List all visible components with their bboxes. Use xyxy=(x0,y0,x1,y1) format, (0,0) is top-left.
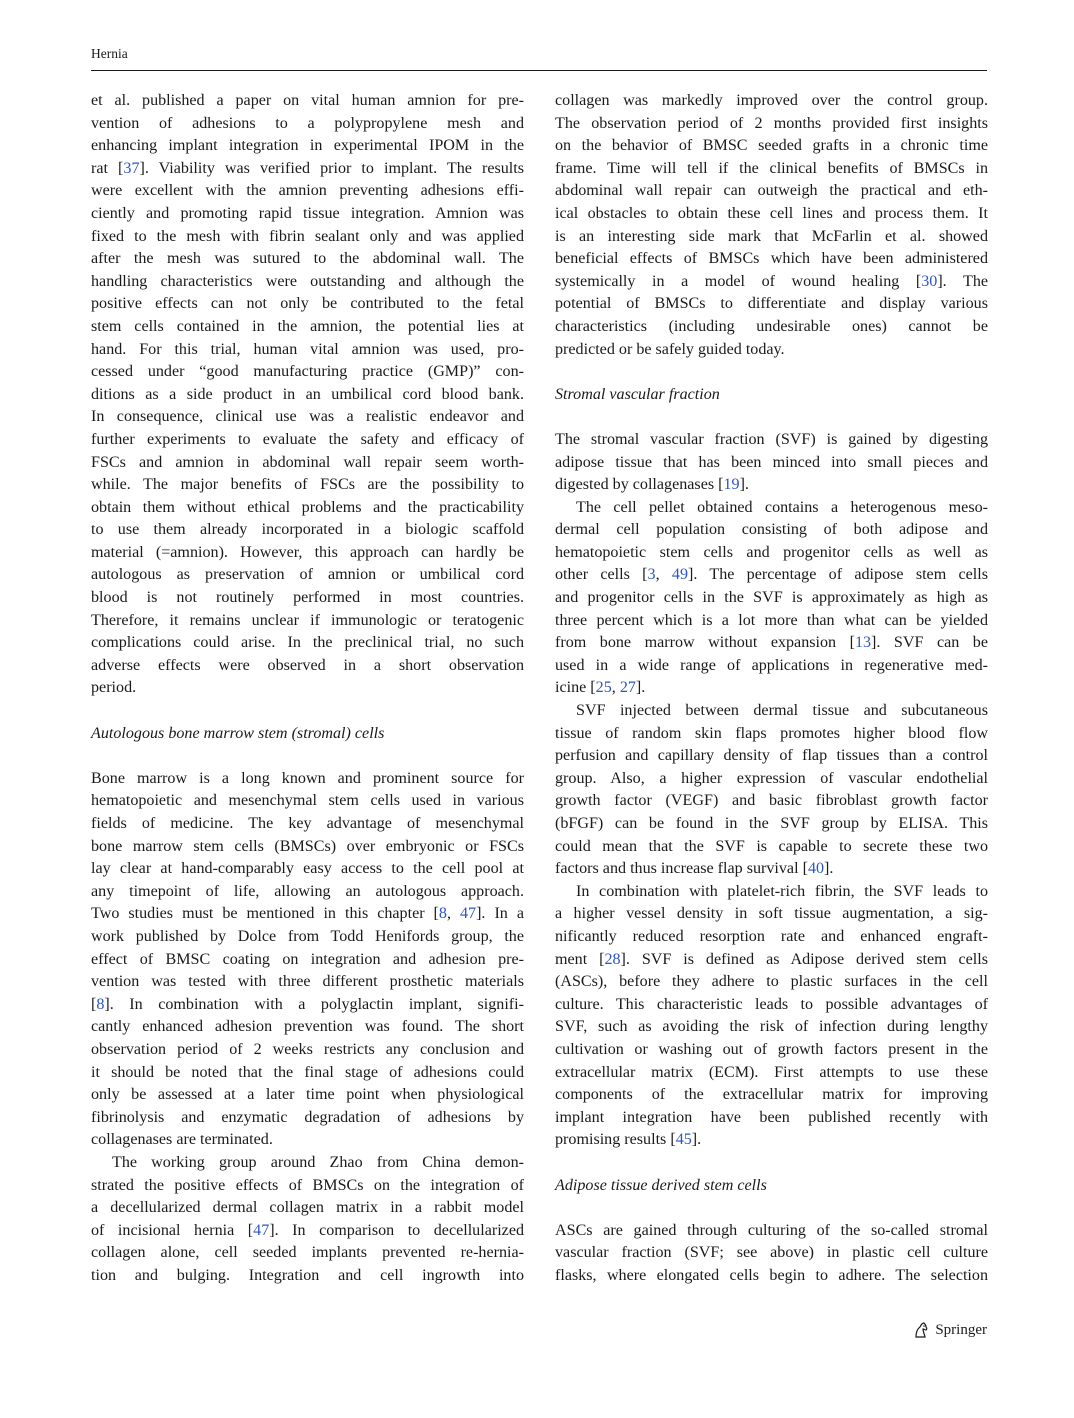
text-line: growth factor (VEGF) and basic fibroblast growth factor xyxy=(555,792,988,810)
text-line: In consequence, clinical use was a realistic endeavor and xyxy=(91,408,524,426)
text-line: adipose tissue that has been minced into small pieces and xyxy=(555,453,988,471)
running-header xyxy=(91,44,987,71)
text-line: nificantly reduced resorption rate and enhanced engraft- xyxy=(555,927,988,945)
text-line: bone marrow stem cells (BMSCs) over embryonic or FSCs xyxy=(91,837,524,855)
text-line: and progenitor cells in the SVF is approximately as high as xyxy=(555,589,988,607)
text-line: stem cells contained in the amnion, the potential lies at xyxy=(91,317,524,335)
text-line: SVF, such as avoiding the risk of infection during lengthy xyxy=(555,1018,988,1036)
text-line: SVF injected between dermal tissue and subcutaneous xyxy=(576,702,988,720)
text-line: The stromal vascular fraction (SVF) is gained by digesting xyxy=(555,430,988,448)
text-line: flasks, where elongated cells begin to adhere. The selection xyxy=(555,1266,988,1284)
text-line: promising results [45]. xyxy=(555,1131,702,1149)
text-line: hand. For this trial, human vital amnion was used, pro- xyxy=(91,340,524,358)
text-line: any timepoint of life, allowing an autologous approach. xyxy=(91,882,524,900)
text-line: potential of BMSCs to differentiate and display various xyxy=(555,295,988,313)
text-line: perfusion and capillary density of flap tissues than a control xyxy=(555,747,988,765)
paragraph xyxy=(91,1152,524,1288)
text-line: factors and thus increase flap survival [40]. xyxy=(555,860,834,878)
text-line: obtain them without ethical problems and the practicability xyxy=(91,498,524,516)
text-line: were excellent with the amnion preventing adhesions effi- xyxy=(91,182,524,200)
text-line: adverse effects were observed in a short observation xyxy=(91,656,524,674)
text-line: work published by Dolce from Todd Henifords group, the xyxy=(91,927,524,945)
text-line: on the behavior of BMSC seeded grafts in a chronic time xyxy=(555,137,988,155)
text-line: handling characteristics were outstanding and although the xyxy=(91,272,524,290)
text-line: blood is not routinely performed in most countries. xyxy=(91,589,524,607)
text-line: it should be noted that the final stage of adhesions could xyxy=(91,1063,524,1081)
text-line: collagen alone, cell seeded implants prevented re-hernia- xyxy=(91,1244,524,1262)
text-line: (ASCs), before they adhere to plastic surfaces in the cell xyxy=(555,973,988,991)
section-heading: Autologous bone marrow stem (stromal) cells xyxy=(91,724,385,742)
text-line: other cells [3, 49]. The percentage of adipose stem cells xyxy=(555,566,989,584)
citation-link[interactable]: 3 xyxy=(647,566,656,584)
text-line: ciently and promoting rapid tissue integration. Amnion was xyxy=(91,204,524,222)
text-line: ical obstacles to obtain these cell lines and process them. It xyxy=(555,204,988,222)
citation-link[interactable]: 37 xyxy=(123,159,140,177)
text-line: (bFGF) can be found in the SVF group by ELISA. This xyxy=(555,815,988,832)
text-line: Two studies must be mentioned in this chapter [8, 47]. In a xyxy=(91,905,524,923)
text-line: positive effects can not only be contributed to the fetal xyxy=(91,295,524,313)
text-line: [8]. In combination with a polyglactin implant, signifi- xyxy=(91,995,524,1013)
text-line: culture. This characteristic leads to possible advantages of xyxy=(555,995,988,1013)
left-column xyxy=(91,90,524,1287)
text-line: tissue of random skin flaps promotes higher blood flow xyxy=(555,724,988,742)
paragraph xyxy=(555,1220,988,1288)
citation-link[interactable]: 8 xyxy=(438,905,447,923)
text-line: Therefore, it remains unclear if immunologic or teratogenic xyxy=(91,611,524,629)
citation-link[interactable]: 28 xyxy=(604,950,621,968)
text-line: cantly enhanced adhesion prevention was found. The short xyxy=(91,1018,524,1036)
citation-link[interactable]: 45 xyxy=(675,1131,692,1149)
text-line: hematopoietic and mesenchymal stem cells used in various xyxy=(91,792,524,810)
citation-link[interactable]: 19 xyxy=(723,476,740,494)
text-line: after the mesh was sutured to the abdominal wall. The xyxy=(91,250,524,268)
text-line: autologous as preservation of amnion or umbilical cord xyxy=(91,566,524,584)
text-line: The working group around Zhao from China demon- xyxy=(112,1153,524,1171)
text-line: a decellularized dermal collagen matrix in a rabbit model xyxy=(91,1199,524,1217)
text-line: used in a wide range of applications in regenerative med- xyxy=(555,656,988,674)
citation-link[interactable]: 27 xyxy=(619,679,636,697)
text-line: systemically in a model of wound healing [30]. The xyxy=(555,272,989,290)
paragraph xyxy=(555,881,988,1152)
text-line: could mean that the SVF is capable to secrete these two xyxy=(555,837,988,855)
paragraph xyxy=(555,90,988,361)
right-column xyxy=(555,90,988,1287)
paragraph xyxy=(555,497,988,700)
citation-link[interactable]: 25 xyxy=(595,679,612,697)
text-line: frame. Time will tell if the clinical benefits of BMSCs in xyxy=(555,159,988,177)
citation-link[interactable]: 40 xyxy=(807,860,825,878)
text-line: tion and bulging. Integration and cell ingrowth into xyxy=(91,1266,524,1284)
text-line: three percent which is a lot more than what can be yielded xyxy=(555,611,988,629)
text-line: complications could arise. In the preclinical trial, no such xyxy=(91,634,524,652)
paragraph xyxy=(91,90,524,700)
text-line: effect of BMSC coating on integration and adhesion pre- xyxy=(91,950,524,968)
text-line: vention was tested with three different prosthetic materials xyxy=(91,973,524,991)
text-line: enhancing implant integration in experimental IPOM in the xyxy=(91,137,524,155)
text-line: The observation period of 2 months provided first insights xyxy=(555,114,988,132)
text-line: fixed to the mesh with fibrin sealant only and was applied xyxy=(91,227,524,245)
text-line: of incisional hernia [47]. In comparison to decellularized xyxy=(91,1221,525,1239)
text-line: is an interesting side mark that McFarlin et al. showed xyxy=(555,227,988,245)
paragraph xyxy=(555,429,988,497)
text-line: components of the extracellular matrix for improving xyxy=(555,1086,988,1104)
text-line: period. xyxy=(91,679,137,697)
publisher-name: Springer xyxy=(935,1321,987,1338)
text-line: ASCs are gained through culturing of the so-called stromal xyxy=(555,1221,988,1239)
citation-link[interactable]: 49 xyxy=(671,566,688,584)
text-line: hematopoietic stem cells and progenitor cells as well as xyxy=(555,543,988,561)
citation-link[interactable]: 47 xyxy=(253,1221,270,1239)
text-line: group. Also, a higher expression of vascular endothelial xyxy=(555,769,988,787)
section-heading: Adipose tissue derived stem cells xyxy=(555,1176,767,1194)
text-line: from bone marrow without expansion [13]. SVF can be xyxy=(555,634,988,652)
text-line: cessed under “good manufacturing practice (GMP)” con- xyxy=(91,363,524,381)
section-heading: Stromal vascular fraction xyxy=(555,385,720,403)
text-line: while. The major benefits of FSCs are the possibility to xyxy=(91,476,524,494)
citation-link[interactable]: 47 xyxy=(459,905,477,923)
paragraph xyxy=(91,768,524,1152)
citation-link[interactable]: 30 xyxy=(921,272,938,290)
text-line: predicted or be safely guided today. xyxy=(555,340,785,358)
text-line: further experiments to evaluate the safety and efficacy of xyxy=(91,430,524,448)
springer-horse-icon xyxy=(912,1321,930,1339)
journal-name: Hernia xyxy=(91,46,128,61)
text-line: vascular fraction (SVF; see above) in plastic cell culture xyxy=(555,1244,988,1262)
text-line: observation period of 2 weeks restricts any conclusion and xyxy=(91,1040,524,1058)
text-line: characteristics (including undesirable ones) cannot be xyxy=(555,317,988,335)
text-line: beneficial effects of BMSCs which have been administered xyxy=(555,250,988,268)
text-line: cultivation or washing out of growth factors present in the xyxy=(555,1040,988,1058)
citation-link[interactable]: 13 xyxy=(854,634,872,652)
text-line: a higher vessel density in soft tissue augmentation, a sig- xyxy=(555,905,988,923)
paragraph xyxy=(555,700,988,881)
text-line: rat [37]. Viability was verified prior to implant. The results xyxy=(91,159,525,177)
text-line: The cell pellet obtained contains a heterogenous meso- xyxy=(576,498,988,516)
text-line: only be assessed at a later time point when physiological xyxy=(91,1086,524,1104)
text-line: vention of adhesions to a polypropylene mesh and xyxy=(91,114,524,132)
text-line: FSCs and amnion in abdominal wall repair seem worth- xyxy=(91,453,524,471)
text-line: dermal cell population consisting of both adipose and xyxy=(555,521,988,539)
text-line: extracellular matrix (ECM). First attempts to use these xyxy=(555,1063,988,1081)
text-line: lay clear at hand-comparably easy access to the cell pool at xyxy=(91,860,524,878)
text-line: abdominal wall repair can outweigh the practical and eth- xyxy=(555,182,988,200)
text-line: ditions as a side product in an umbilical cord blood bank. xyxy=(91,385,524,403)
text-line: collagenases are terminated. xyxy=(91,1131,273,1149)
text-line: et al. published a paper on vital human amnion for pre- xyxy=(91,92,524,109)
text-line: implant integration have been published recently with xyxy=(555,1108,988,1126)
text-line: strated the positive effects of BMSCs on the integration of xyxy=(91,1176,524,1194)
text-line: fibrinolysis and enzymatic degradation of adhesions by xyxy=(91,1108,524,1126)
citation-link[interactable]: 8 xyxy=(96,995,105,1013)
text-line: to use them already incorporated in a biologic scaffold xyxy=(91,521,524,539)
text-line: digested by collagenases [19]. xyxy=(555,476,749,494)
text-line: collagen was markedly improved over the control group. xyxy=(555,92,988,109)
publisher-footer xyxy=(912,1321,987,1339)
text-line: material (=amnion). However, this approach can hardly be xyxy=(91,543,524,561)
text-line: fields of medicine. The key advantage of mesenchymal xyxy=(91,815,524,832)
text-line: ment [28]. SVF is defined as Adipose derived stem cells xyxy=(555,950,989,968)
text-line: Bone marrow is a long known and prominent source for xyxy=(91,769,524,787)
text-line: icine [25, 27]. xyxy=(555,679,646,697)
text-line: In combination with platelet-rich fibrin, the SVF leads to xyxy=(576,882,988,900)
